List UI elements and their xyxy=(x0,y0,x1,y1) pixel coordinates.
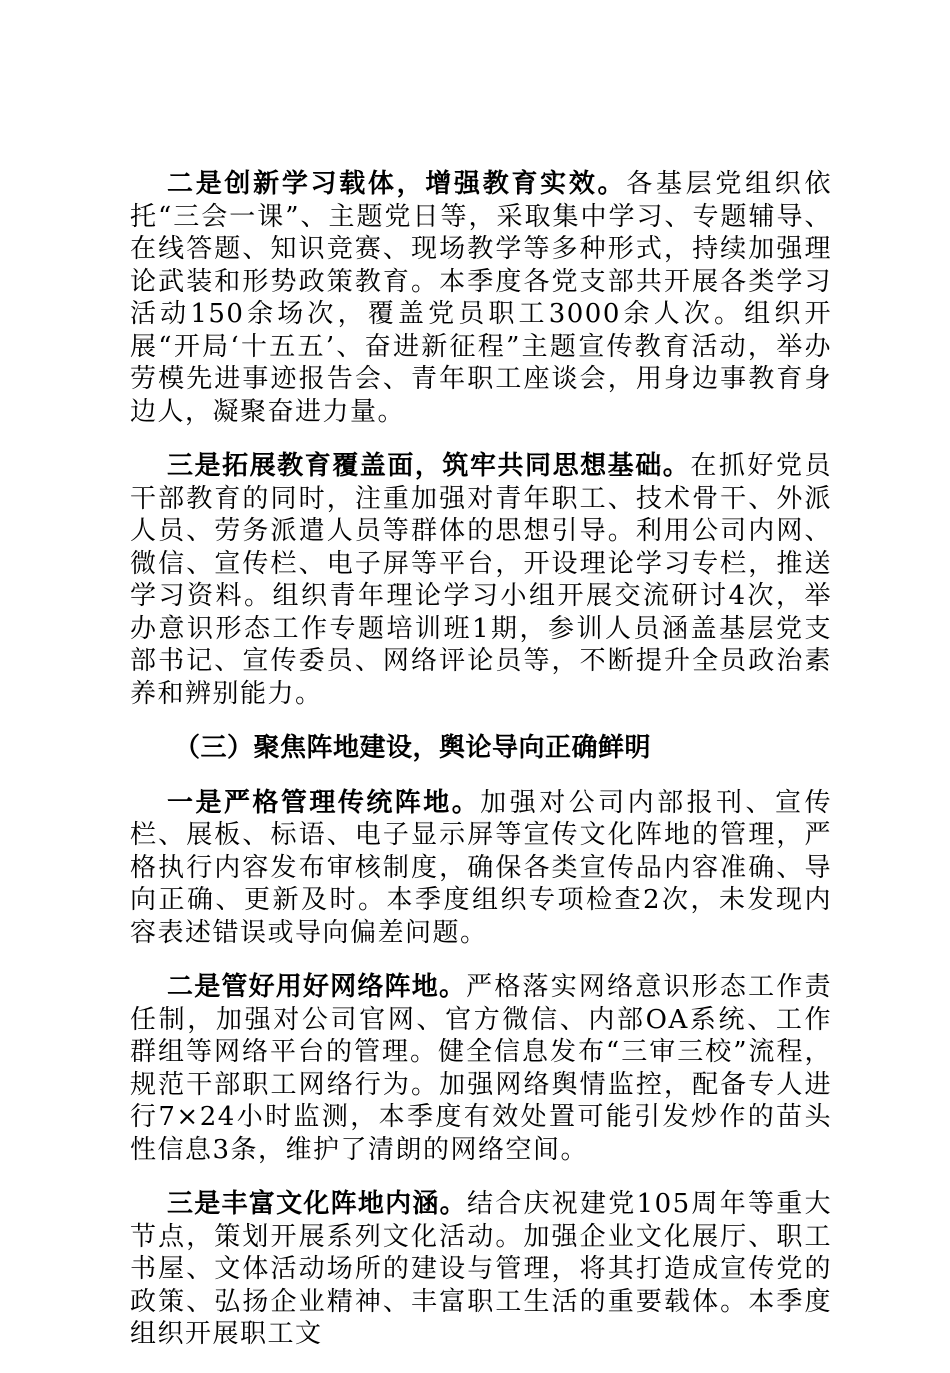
paragraph-cultural-positions xyxy=(130,1188,832,1351)
paragraph-lead: 三是拓展教育覆盖面，筑牢共同思想基础。 xyxy=(167,451,691,481)
paragraph-network-positions xyxy=(130,971,832,1166)
paragraph-lead: 二是创新学习载体，增强教育实效。 xyxy=(167,169,627,199)
paragraph-lead: 二是管好用好网络阵地。 xyxy=(167,972,467,1002)
paragraph-expand-coverage xyxy=(130,450,832,710)
section-heading: （三）聚焦阵地建设，舆论导向正确鲜明 xyxy=(174,733,652,763)
paragraph-traditional-positions xyxy=(130,787,832,950)
paragraph-body: 在抓好党员干部教育的同时，注重加强对青年职工、技术骨干、外派人员、劳务派遣人员等群体的思想引导。利用公司内网、微信、宣传栏、电子屏等平台，开设理论学习专栏，推送学习资料。组织青年理论学习小组开展交流研讨4次，举办意识形态工作专题培训班1期，参训人员涵盖基层党支部书记、宣传委员、网络评论员等，不断提升全员政治素养和辨别能力。 xyxy=(130,451,832,709)
paragraph-body: 加强对公司内部报刊、宣传栏、展板、标语、电子显示屏等宣传文化阵地的管理，严格执行内容发布审核制度，确保各类宣传品内容准确、导向正确、更新及时。本季度组织专项检查2次，未发现内容表述错误或导向偏差问题。 xyxy=(130,787,832,948)
paragraph-body: 结合庆祝建党105周年等重大节点，策划开展系列文化活动。加强企业文化展厅、职工书屋、文体活动场所的建设与管理，将其打造成宣传党的政策、弘扬企业精神、丰富职工生活的重要载体。本季度组织开展职工文 xyxy=(130,1189,832,1349)
paragraph-body: 严格落实网络意识形态工作责任制，加强对公司官网、官方微信、内部OA系统、工作群组等网络平台的管理。健全信息发布“三审三校”流程，规范干部职工网络行为。加强网络舆情监控，配备专人进行7×24小时监测，本季度有效处置可能引发炒作的苗头性信息3条，维护了清朗的网络空间。 xyxy=(130,972,832,1165)
paragraph-body: 各基层党组织依托“三会一课”、主题党日等，采取集中学习、专题辅导、在线答题、知识竞赛、现场教学等多种形式，持续加强理论武装和形势政策教育。本季度各党支部共开展各类学习活动150余场次，覆盖党员职工3000余人次。组织开展“开局‘十五五’、奋进新征程”主题宣传教育活动，举办劳模先进事迹报告会、青年职工座谈会，用身边事教育身边人，凝聚奋进力量。 xyxy=(130,169,832,427)
paragraph-innovate-study xyxy=(130,168,832,428)
paragraph-lead: 三是丰富文化阵地内涵。 xyxy=(167,1189,467,1219)
paragraph-lead: 一是严格管理传统阵地。 xyxy=(167,787,481,818)
document-page xyxy=(130,168,832,1373)
